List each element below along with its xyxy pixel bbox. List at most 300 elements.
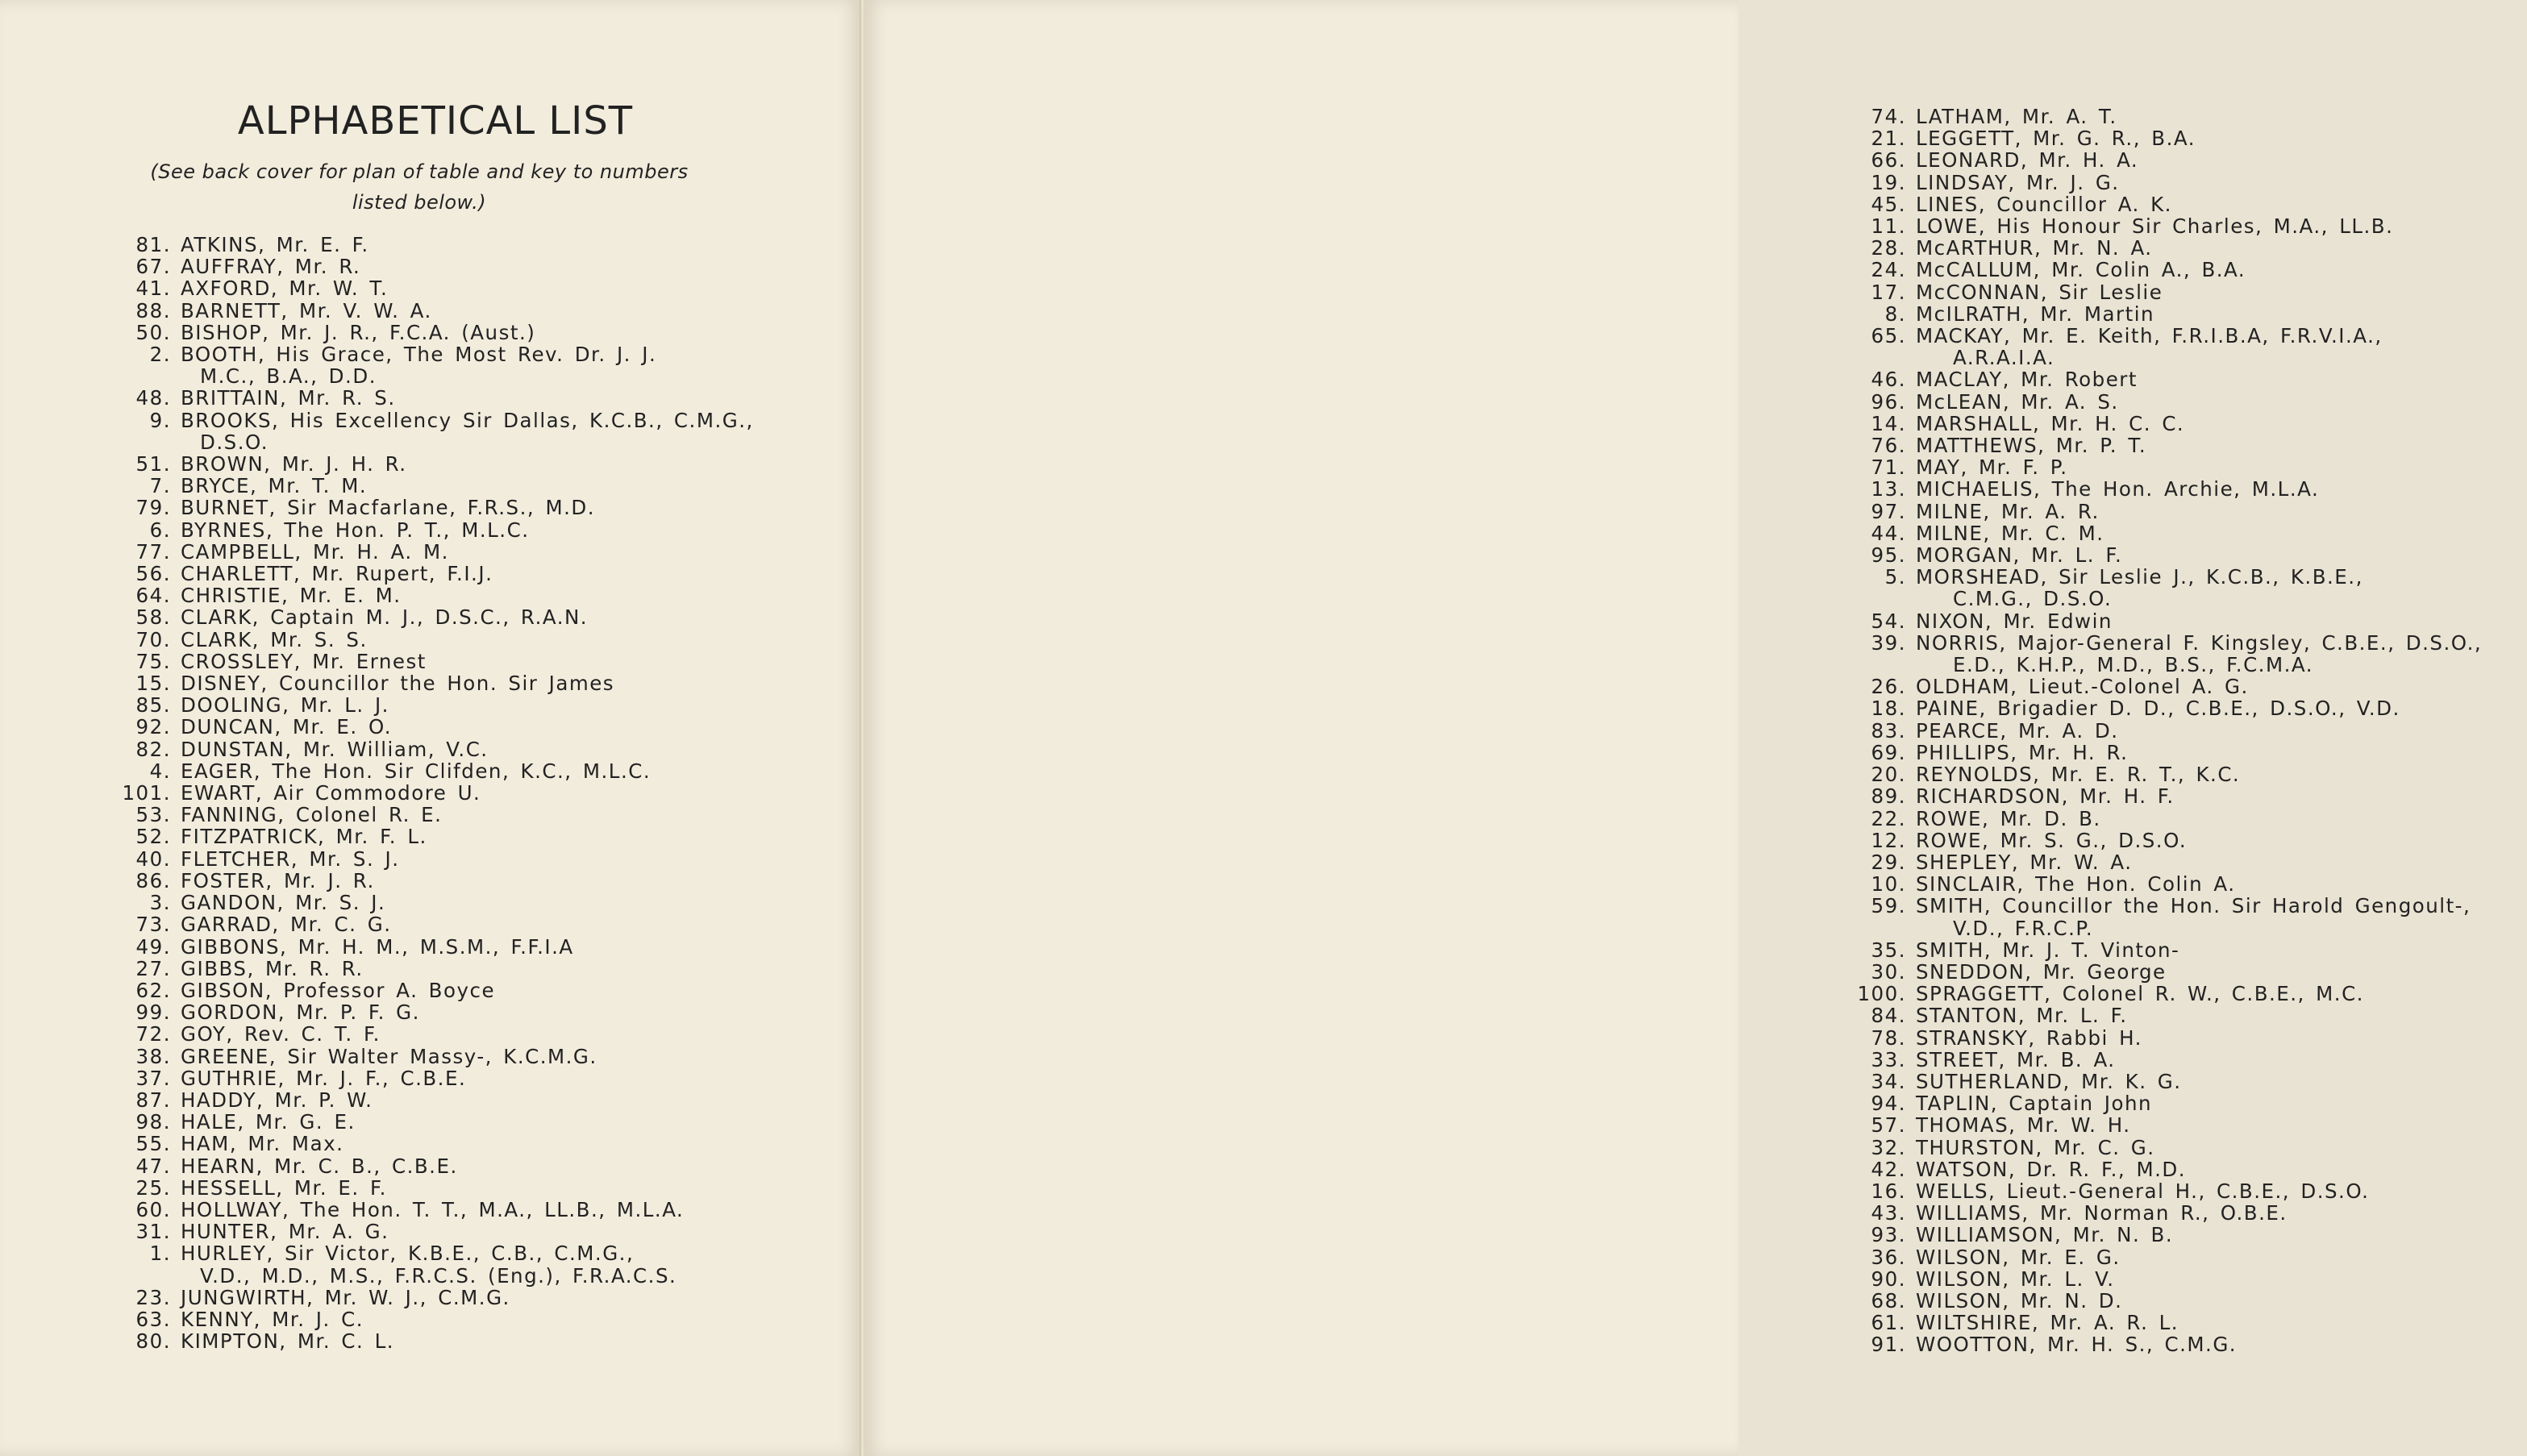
left-name-list: [97, 234, 822, 1352]
guest-name-text: GORDON, Mr. P. F. G.: [181, 1000, 420, 1025]
list-item: [1850, 193, 2527, 215]
guest-name: [181, 1155, 822, 1177]
list-item: [97, 892, 822, 913]
guest-name: [181, 343, 822, 365]
seat-number: 88.: [135, 298, 171, 322]
guest-name-text: PHILLIPS, Mr. H. R.: [1916, 740, 2129, 764]
guest-name-text: OLDHAM, Lieut.-Colonel A. G.: [1916, 675, 2249, 699]
guest-name: [1916, 1027, 2527, 1049]
seat-number: 87.: [135, 1088, 171, 1112]
seat-number: 30.: [1871, 959, 1906, 984]
guest-name: [1916, 1114, 2527, 1136]
guest-name: [181, 1133, 822, 1154]
seat-number: 101.: [122, 781, 171, 805]
guest-name-text: LEGGETT, Mr. G. R., B.A.: [1916, 127, 2196, 151]
list-item: [1850, 939, 2527, 961]
list-item: [97, 1287, 822, 1308]
list-item: [97, 563, 822, 584]
guest-name-continuation: M.C., B.A., D.D.: [200, 364, 377, 389]
seat-number: 80.: [135, 1329, 171, 1354]
seat-number: 74.: [1871, 105, 1906, 128]
list-item: [1850, 456, 2527, 478]
guest-name-text: KENNY, Mr. J. C.: [181, 1307, 364, 1331]
list-item: [1850, 1246, 2527, 1268]
subtitle-line: listed below.): [352, 191, 487, 214]
guest-name: [1916, 456, 2527, 478]
guest-name: [181, 387, 822, 409]
seat-number: 81.: [135, 233, 171, 256]
seat-number: 86.: [135, 868, 171, 892]
guest-name: [181, 804, 822, 826]
list-item: [97, 1089, 822, 1111]
guest-name-text: WILSON, Mr. L. V.: [1916, 1267, 2115, 1291]
guest-name-text: SPRAGGETT, Colonel R. W., C.B.E., M.C.: [1916, 982, 2364, 1006]
seat-number: 97.: [1871, 499, 1906, 523]
list-item: [97, 256, 822, 277]
list-item: [1850, 676, 2527, 697]
seat-number: 98.: [135, 1110, 171, 1134]
list-item: [1850, 149, 2527, 171]
seat-number: 15.: [135, 672, 171, 696]
guest-name-text: BURNET, Sir Macfarlane, F.R.S., M.D.: [181, 496, 596, 520]
list-item: [97, 936, 822, 958]
guest-name-text: MACKAY, Mr. E. Keith, F.R.I.B.A, F.R.V.I.A.,: [1916, 324, 2383, 348]
guest-name-text: CAMPBELL, Mr. H. A. M.: [181, 539, 449, 564]
list-item: [1850, 742, 2527, 763]
list-item: [97, 322, 822, 343]
list-item: [1850, 1071, 2527, 1092]
guest-name-text: MORSHEAD, Sir Leslie J., K.C.B., K.B.E.,: [1916, 565, 2363, 589]
seat-number: 85.: [135, 693, 171, 718]
list-item: [97, 1001, 822, 1023]
guest-name-text: KIMPTON, Mr. C. L.: [181, 1329, 395, 1354]
guest-name-text: GIBBONS, Mr. H. M., M.S.M., F.F.I.A: [181, 934, 574, 959]
guest-name-text: FOSTER, Mr. J. R.: [181, 868, 375, 892]
guest-name-text: HESSELL, Mr. E. F.: [181, 1175, 387, 1200]
guest-name: [181, 782, 822, 804]
seat-number: 89.: [1871, 784, 1906, 809]
guest-name-text: PEARCE, Mr. A. D.: [1916, 718, 2119, 743]
list-item: [1850, 632, 2527, 676]
seat-number: 84.: [1871, 1004, 1906, 1028]
guest-name: [1916, 325, 2527, 347]
seat-number: 91.: [1871, 1333, 1906, 1357]
guest-name: [1916, 1333, 2527, 1355]
guest-name-text: HUNTER, Mr. A. G.: [181, 1220, 389, 1244]
guest-name: [1916, 763, 2527, 785]
guest-name: [1916, 303, 2527, 325]
list-item: [97, 913, 822, 935]
seat-number: 57.: [1871, 1113, 1906, 1138]
guest-name: [1916, 544, 2527, 566]
list-item: [1850, 895, 2527, 938]
seat-number: 20.: [1871, 763, 1906, 787]
guest-name-text: THOMAS, Mr. W. H.: [1916, 1113, 2131, 1138]
seat-number: 47.: [135, 1154, 171, 1178]
seat-number: 40.: [135, 847, 171, 871]
list-item-first-line: [97, 1242, 822, 1264]
guest-name: [1916, 106, 2527, 127]
guest-name: [181, 1330, 822, 1352]
seat-number: 90.: [1871, 1267, 1906, 1291]
guest-name: [1916, 961, 2527, 983]
guest-name: [181, 300, 822, 322]
guest-name: [1916, 983, 2527, 1005]
seat-number: 26.: [1871, 675, 1906, 699]
guest-name-text: BRYCE, Mr. T. M.: [181, 474, 368, 498]
list-item: [1850, 478, 2527, 500]
seat-number: 65.: [1871, 324, 1906, 348]
guest-name-text: EWART, Air Commodore U.: [181, 781, 481, 805]
seat-number: 36.: [1871, 1245, 1906, 1269]
seat-number: 64.: [135, 584, 171, 608]
guest-name-text: SUTHERLAND, Mr. K. G.: [1916, 1069, 2182, 1093]
guest-name: [1916, 149, 2527, 171]
list-item: [1850, 522, 2527, 544]
list-item: [97, 387, 822, 409]
guest-name: [1916, 566, 2527, 588]
list-item: [97, 980, 822, 1001]
seat-number: 7.: [149, 474, 171, 498]
guest-name: [1916, 1246, 2527, 1268]
list-item: [97, 1155, 822, 1177]
guest-name: [181, 410, 822, 431]
guest-name-text: WILLIAMS, Mr. Norman R., O.B.E.: [1916, 1201, 2288, 1225]
list-item: [1850, 435, 2527, 456]
guest-name: [181, 519, 822, 541]
seat-number: 24.: [1871, 258, 1906, 282]
guest-name-text: REYNOLDS, Mr. E. R. T., K.C.: [1916, 763, 2241, 787]
seat-number: 56.: [135, 562, 171, 586]
guest-name-text: STRANSKY, Rabbi H.: [1916, 1025, 2142, 1050]
guest-name: [1916, 215, 2527, 237]
seat-number: 95.: [1871, 543, 1906, 568]
seat-number: 69.: [1871, 740, 1906, 764]
guest-name: [1916, 610, 2527, 632]
list-item: [1850, 1312, 2527, 1333]
guest-name: [1916, 391, 2527, 413]
guest-name-text: CHRISTIE, Mr. E. M.: [181, 584, 402, 608]
guest-name: [1916, 1159, 2527, 1180]
list-item: [97, 1046, 822, 1067]
guest-name: [1916, 1005, 2527, 1026]
list-item: [97, 497, 822, 518]
seat-number: 58.: [135, 605, 171, 630]
list-item: [97, 1111, 822, 1133]
list-item: [97, 804, 822, 826]
guest-name-text: FANNING, Colonel R. E.: [181, 803, 443, 827]
guest-name-text: FLETCHER, Mr. S. J.: [181, 847, 400, 871]
guest-name-text: DUNSTAN, Mr. William, V.C.: [181, 737, 489, 761]
guest-name: [181, 629, 822, 651]
guest-name: [1916, 1268, 2527, 1290]
seat-number: 9.: [149, 408, 171, 432]
guest-name: [1916, 632, 2527, 654]
guest-name: [1916, 1137, 2527, 1159]
guest-name: [1916, 1071, 2527, 1092]
list-item: [97, 826, 822, 847]
list-item: [1850, 697, 2527, 719]
list-item-first-line: [97, 410, 822, 431]
guest-name: [181, 848, 822, 870]
seat-number: 55.: [135, 1132, 171, 1156]
list-item-first-line: [1850, 566, 2527, 588]
list-item: [1850, 1137, 2527, 1159]
guest-name: [181, 716, 822, 738]
seat-number: 42.: [1871, 1157, 1906, 1181]
list-item: [1850, 1268, 2527, 1290]
guest-name-text: BYRNES, The Hon. P. T., M.L.C.: [181, 518, 530, 542]
guest-name-text: GANDON, Mr. S. J.: [181, 891, 386, 915]
list-item: [97, 541, 822, 563]
guest-name: [181, 1177, 822, 1199]
guest-name-text: WILSON, Mr. E. G.: [1916, 1245, 2121, 1269]
guest-name: [1916, 785, 2527, 807]
list-item: [97, 519, 822, 541]
list-item: [1850, 127, 2527, 149]
seat-number: 4.: [149, 759, 171, 783]
guest-name: [1916, 1049, 2527, 1071]
guest-name: [181, 541, 822, 563]
guest-name-text: SMITH, Mr. J. T. Vinton-: [1916, 938, 2180, 962]
guest-name-text: McCONNAN, Sir Leslie: [1916, 280, 2163, 304]
guest-name-text: CLARK, Mr. S. S.: [181, 627, 368, 651]
guest-name-text: BROWN, Mr. J. H. R.: [181, 452, 407, 476]
list-item: [1850, 106, 2527, 127]
guest-name-text: PAINE, Brigadier D. D., C.B.E., D.S.O., V.D.: [1916, 697, 2400, 721]
guest-name: [181, 760, 822, 782]
seat-number: 77.: [135, 539, 171, 564]
guest-name: [1916, 435, 2527, 456]
guest-name: [1916, 939, 2527, 961]
list-item: [97, 453, 822, 475]
list-item: [1850, 325, 2527, 368]
guest-name-continuation: A.R.A.I.A.: [1953, 346, 2055, 370]
list-item: [97, 1177, 822, 1199]
guest-name-text: DOOLING, Mr. L. J.: [181, 693, 389, 718]
guest-name: [1916, 259, 2527, 281]
seat-number: 5.: [1884, 565, 1906, 589]
guest-name-continuation: C.M.G., D.S.O.: [1953, 587, 2113, 611]
list-item: [97, 782, 822, 804]
left-page: [0, 0, 861, 1456]
list-item: [97, 651, 822, 672]
guest-name-text: CHARLETT, Mr. Rupert, F.I.J.: [181, 562, 493, 586]
seat-number: 93.: [1871, 1223, 1906, 1247]
seat-number: 1.: [149, 1242, 171, 1266]
guest-name: [181, 1023, 822, 1045]
seat-number: 96.: [1871, 389, 1906, 414]
list-item: [1850, 259, 2527, 281]
guest-name-text: ROWE, Mr. S. G., D.S.O.: [1916, 828, 2188, 852]
guest-name: [1916, 873, 2527, 895]
list-item: [1850, 544, 2527, 566]
seat-number: 18.: [1871, 697, 1906, 721]
guest-name: [1916, 742, 2527, 763]
guest-name: [181, 1111, 822, 1133]
guest-name-text: AUFFRAY, Mr. R.: [181, 255, 361, 279]
guest-name: [181, 1067, 822, 1089]
guest-name: [1916, 1092, 2527, 1114]
list-item: [1850, 1290, 2527, 1312]
guest-name-text: STREET, Mr. B. A.: [1916, 1047, 2116, 1071]
seat-number: 21.: [1871, 127, 1906, 151]
guest-name: [181, 497, 822, 518]
guest-name: [1916, 522, 2527, 544]
seat-number: 59.: [1871, 894, 1906, 918]
list-item: [97, 475, 822, 497]
seat-number: 62.: [135, 978, 171, 1002]
list-item: [97, 1133, 822, 1154]
guest-name: [181, 584, 822, 606]
guest-name: [1916, 281, 2527, 303]
guest-name: [181, 672, 822, 694]
seat-number: 32.: [1871, 1135, 1906, 1159]
seat-number: 60.: [135, 1197, 171, 1221]
guest-name-text: McILRATH, Mr. Martin: [1916, 302, 2155, 326]
seat-number: 8.: [1884, 302, 1906, 326]
seat-number: 34.: [1871, 1069, 1906, 1093]
seat-number: 19.: [1871, 170, 1906, 194]
seat-number: 99.: [135, 1000, 171, 1025]
list-item: [97, 1199, 822, 1221]
list-item: [1850, 1114, 2527, 1136]
guest-name-text: MACLAY, Mr. Robert: [1916, 368, 2138, 392]
guest-name-text: AXFORD, Mr. W. T.: [181, 277, 389, 301]
seat-number: 39.: [1871, 630, 1906, 655]
list-item: [1850, 172, 2527, 193]
guest-name-text: SINCLAIR, The Hon. Colin A.: [1916, 872, 2236, 896]
guest-name: [181, 1308, 822, 1330]
guest-name: [181, 322, 822, 343]
list-item: [97, 672, 822, 694]
guest-name-text: BISHOP, Mr. J. R., F.C.A. (Aust.): [181, 320, 536, 344]
list-item-first-line: [97, 343, 822, 365]
guest-name: [181, 1046, 822, 1067]
seat-number: 54.: [1871, 609, 1906, 633]
guest-name-text: WILSON, Mr. N. D.: [1916, 1288, 2123, 1312]
guest-name: [1916, 697, 2527, 719]
list-item: [1850, 961, 2527, 983]
seat-number: 52.: [135, 825, 171, 849]
guest-name-text: EAGER, The Hon. Sir Clifden, K.C., M.L.C.: [181, 759, 652, 783]
list-item: [1850, 873, 2527, 895]
seat-number: 63.: [135, 1307, 171, 1331]
seat-number: 28.: [1871, 236, 1906, 260]
guest-name-continuation: V.D., F.R.C.P.: [1953, 916, 2094, 940]
guest-name-text: TAPLIN, Captain John: [1916, 1092, 2153, 1116]
list-item: [1850, 281, 2527, 303]
guest-name: [181, 475, 822, 497]
guest-name: [1916, 895, 2527, 917]
guest-name: [181, 234, 822, 256]
guest-name-text: JUNGWIRTH, Mr. W. J., C.M.G.: [181, 1285, 510, 1309]
seat-number: 44.: [1871, 521, 1906, 545]
list-item: [97, 958, 822, 980]
guest-name: [1916, 368, 2527, 390]
seat-number: 49.: [135, 934, 171, 959]
list-item: [97, 1067, 822, 1089]
guest-name: [181, 1221, 822, 1242]
seat-number: 46.: [1871, 368, 1906, 392]
guest-name: [181, 870, 822, 892]
right-name-list: [1850, 106, 2527, 1356]
list-item: [1850, 303, 2527, 325]
seat-number: 78.: [1871, 1025, 1906, 1050]
guest-name-text: HADDY, Mr. P. W.: [181, 1088, 373, 1112]
seat-number: 75.: [135, 649, 171, 673]
guest-name-text: McARTHUR, Mr. N. A.: [1916, 236, 2153, 260]
list-item: [1850, 610, 2527, 632]
guest-name: [181, 958, 822, 980]
guest-name: [1916, 501, 2527, 522]
list-item: [1850, 983, 2527, 1005]
guest-name-text: WOOTTON, Mr. H. S., C.M.G.: [1916, 1333, 2238, 1357]
guest-name-text: GUTHRIE, Mr. J. F., C.B.E.: [181, 1066, 467, 1090]
list-item: [1850, 1049, 2527, 1071]
page-subtitle: [121, 156, 718, 218]
seat-number: 17.: [1871, 280, 1906, 304]
list-item: [1850, 413, 2527, 435]
seat-number: 76.: [1871, 434, 1906, 458]
list-item: [1850, 830, 2527, 851]
guest-name: [181, 694, 822, 716]
list-item: [97, 1023, 822, 1045]
guest-name-text: HALE, Mr. G. E.: [181, 1110, 356, 1134]
list-item: [1850, 1005, 2527, 1026]
guest-name-text: BARNETT, Mr. V. W. A.: [181, 298, 432, 322]
seat-number: 51.: [135, 452, 171, 476]
list-item: [1850, 566, 2527, 609]
guest-name: [181, 1287, 822, 1308]
guest-name-continuation: D.S.O.: [200, 430, 269, 454]
guest-name-text: LEONARD, Mr. H. A.: [1916, 148, 2139, 173]
list-item: [1850, 1333, 2527, 1355]
guest-name: [181, 563, 822, 584]
seat-number: 22.: [1871, 806, 1906, 830]
guest-name: [1916, 720, 2527, 742]
seat-number: 66.: [1871, 148, 1906, 173]
seat-number: 27.: [135, 956, 171, 980]
guest-name: [181, 913, 822, 935]
guest-name-text: BOOTH, His Grace, The Most Rev. Dr. J. J.: [181, 343, 657, 367]
seat-number: 100.: [1857, 982, 1906, 1006]
seat-number: 94.: [1871, 1092, 1906, 1116]
seat-number: 38.: [135, 1044, 171, 1068]
guest-name: [1916, 1224, 2527, 1246]
guest-name-text: MAY, Mr. F. P.: [1916, 456, 2068, 480]
list-item: [1850, 720, 2527, 742]
seat-number: 12.: [1871, 828, 1906, 852]
right-page: [864, 0, 2483, 1456]
seat-number: 2.: [149, 343, 171, 367]
list-item: [1850, 501, 2527, 522]
list-item: [97, 1242, 822, 1286]
list-item: [97, 343, 822, 387]
guest-name: [1916, 1312, 2527, 1333]
guest-name-text: CLARK, Captain M. J., D.S.C., R.A.N.: [181, 605, 589, 630]
guest-name: [1916, 830, 2527, 851]
guest-name-text: LINES, Councillor A. K.: [1916, 192, 2172, 216]
seat-number: 14.: [1871, 411, 1906, 435]
list-item: [97, 629, 822, 651]
seat-number: 68.: [1871, 1288, 1906, 1312]
seat-number: 70.: [135, 627, 171, 651]
list-item: [97, 584, 822, 606]
guest-name-text: SNEDDON, Mr. George: [1916, 959, 2167, 984]
list-item: [1850, 1092, 2527, 1114]
seat-number: 92.: [135, 715, 171, 739]
